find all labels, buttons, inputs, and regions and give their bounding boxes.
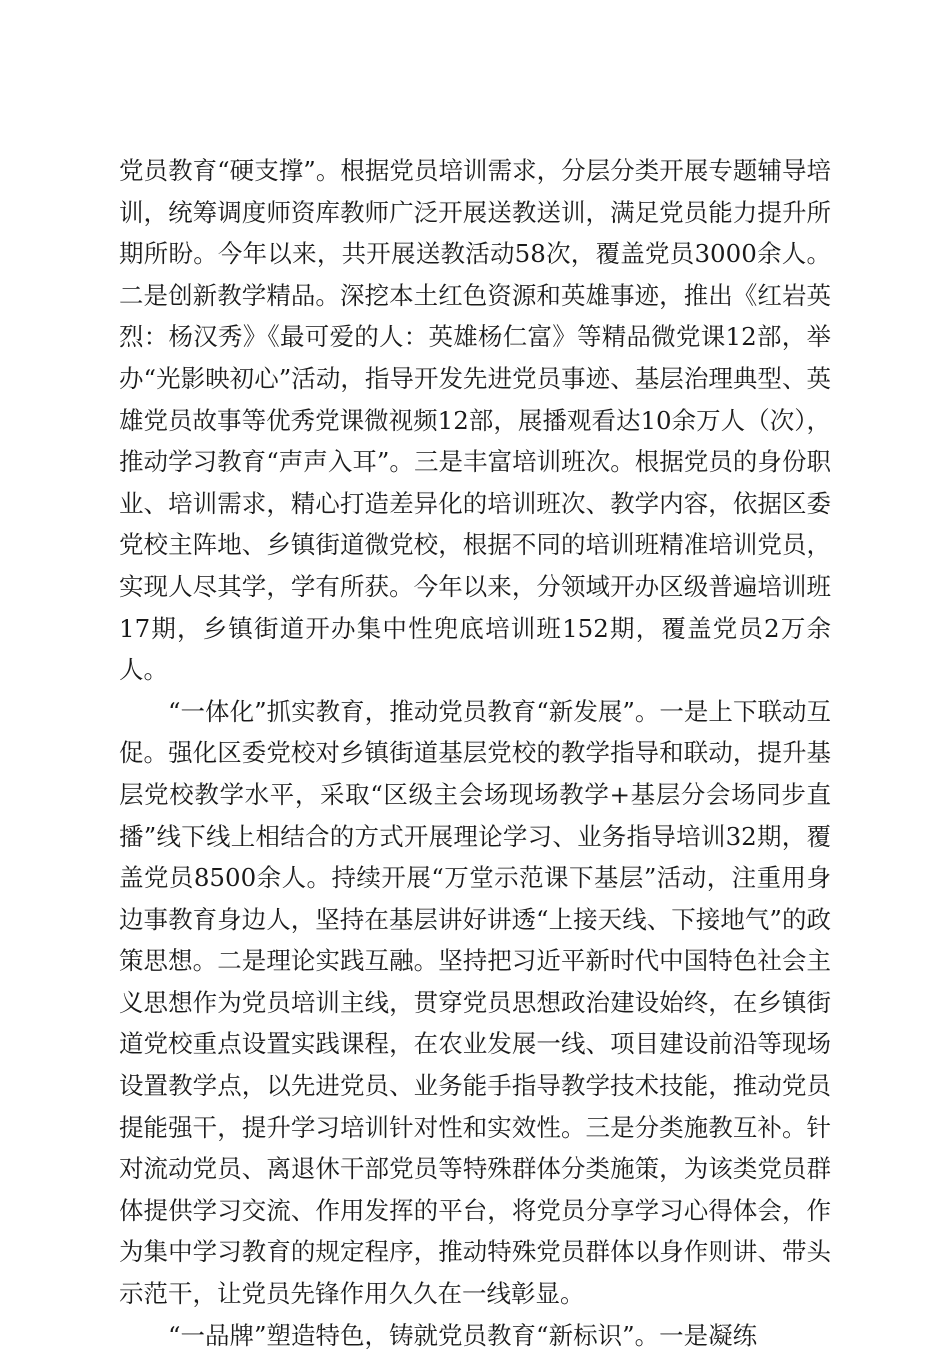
paragraph-integrated-education: “一体化”抓实教育，推动党员教育“新发展”。一是上下联动互促。强化区委党校对乡镇街道基层党校的教学指导和联动，提升基层党校教学水平，采取“区级主会场现场教学+基层分会场同步直播”线下线上相结合的方式开展理论学习、业务指导培训32期，覆盖党员8500余人。持续开展“万堂示范课下基层”活动，注重用身边事教育身边人，坚持在基层讲好讲透“上接天线、下接地气”的政策思想。二是理论实践互融。坚持把习近平新时代中国特色社会主义思想作为党员培训主线，贯穿党员思想政治建设始终，在乡镇街道党校重点设置实践课程，在农业发展一线、项目建设前沿等现场设置教学点，以先进党员、业务能手指导教学技术技能，推动党员提能强干，提升学习培训针对性和实效性。三是分类施教互补。针对流动党员、离退休干部党员等特殊群体分类施策，为该类党员群体提供学习交流、作用发挥的平台，将党员分享学习心得体会，作为集中学习教育的规定程序，推动特殊党员群体以身作则讲、带头示范干，让党员先锋作用久久在一线彰显。 bbox=[119, 696, 831, 1309]
paragraph-brand-building: “一品牌”塑造特色，铸就党员教育“新标识”。一是凝练 bbox=[168, 1320, 758, 1350]
document-body bbox=[119, 150, 831, 1356]
paragraph-party-education-support: 党员教育“硬支撑”。根据党员培训需求，分层分类开展专题辅导培训，统筹调度师资库教师广泛开展送教送训，满足党员能力提升所期所盼。今年以来，共开展送教活动58次，覆盖党员3000余人。二是创新教学精品。深挖本土红色资源和英雄事迹，推出《红岩英烈：杨汉秀》《最可爱的人：英雄杨仁富》等精品微党课12部，举办“光影映初心”活动，指导开发先进党员事迹、基层治理典型、英雄党员故事等优秀党课微视频12部，展播观看达10余万人（次），推动学习教育“声声入耳”。三是丰富培训班次。根据党员的身份职业、培训需求，精心打造差异化的培训班次、教学内容，依据区委党校主阵地、乡镇街道微党校，根据不同的培训班精准培训党员，实现人尽其学，学有所获。今年以来，分领域开办区级普遍培训班17期，乡镇街道开办集中性兜底培训班152期，覆盖党员2万余人。 bbox=[119, 156, 831, 685]
